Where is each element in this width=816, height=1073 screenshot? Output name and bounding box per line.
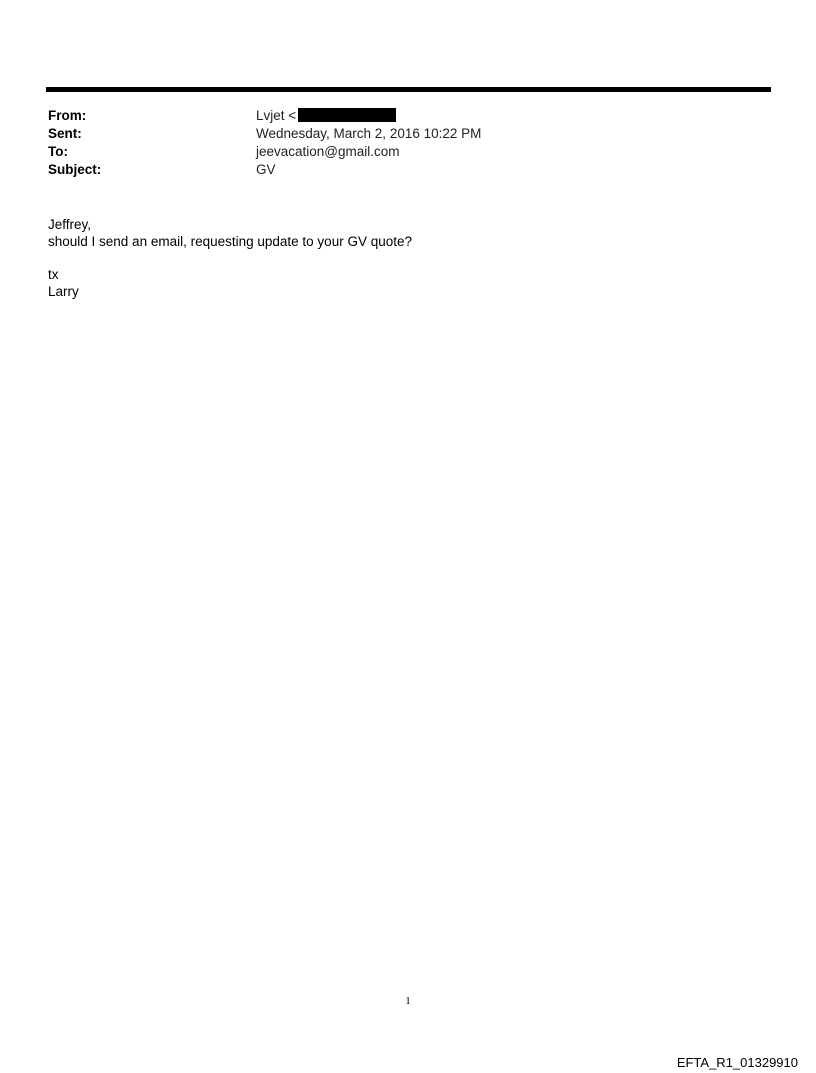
subject-label: Subject: (48, 162, 102, 177)
body-greeting: Jeffrey, (48, 217, 92, 232)
from-value (256, 107, 396, 125)
to-label: To: (48, 144, 68, 159)
page-number: 1 (405, 995, 411, 1007)
email-body (48, 216, 748, 300)
bates-number: EFTA_R1_01329910 (676, 1055, 798, 1070)
from-sender: Lvjet < (256, 108, 297, 123)
email-header (48, 107, 748, 179)
sent-label: Sent: (48, 126, 82, 141)
sent-row (48, 125, 748, 143)
body-signoff: tx (48, 267, 59, 282)
to-row (48, 143, 748, 161)
from-row (48, 107, 748, 125)
redaction-box (298, 108, 396, 122)
subject-row (48, 161, 748, 179)
header-divider (46, 87, 771, 92)
sent-value: Wednesday, March 2, 2016 10:22 PM (256, 126, 482, 141)
to-value: jeevacation@gmail.com (256, 144, 400, 159)
from-label: From: (48, 108, 87, 123)
subject-value: GV (256, 162, 276, 177)
body-text: should I send an email, requesting update to your GV quote? (48, 234, 412, 249)
body-signature: Larry (48, 284, 79, 299)
body-spacer (48, 250, 748, 266)
